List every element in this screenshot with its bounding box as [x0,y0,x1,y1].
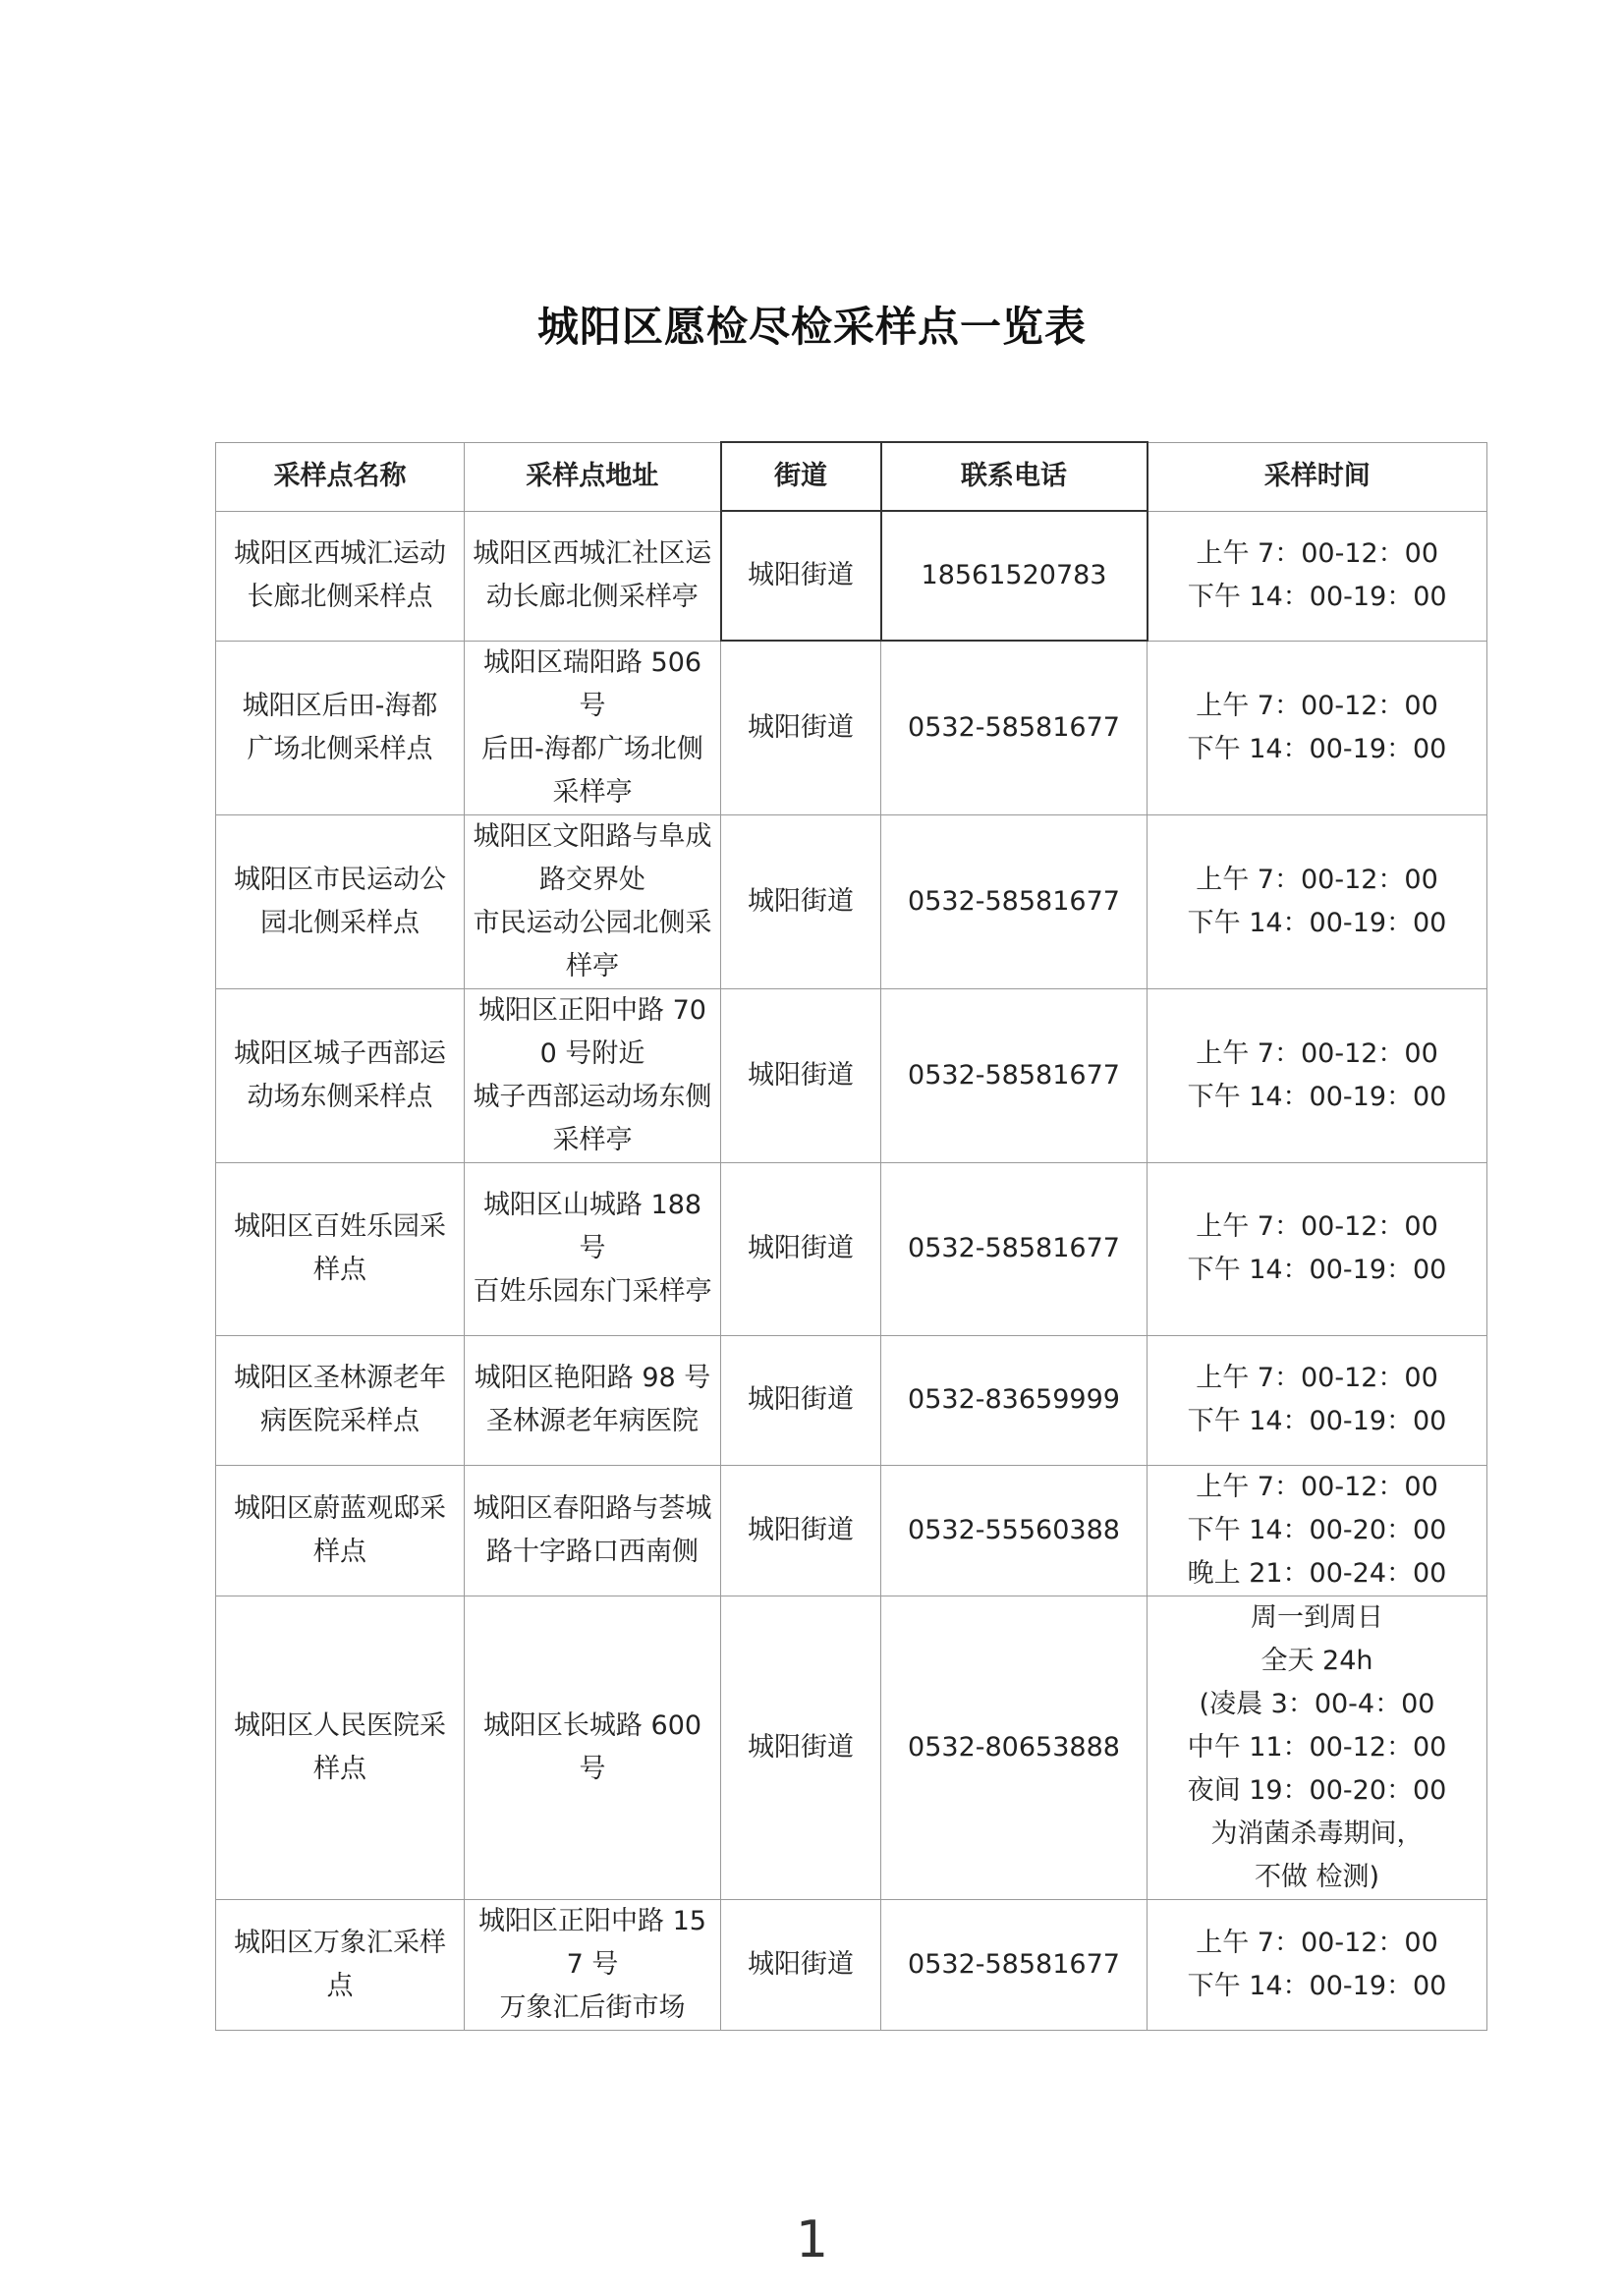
hours-cell [1148,1162,1487,1335]
site-address-line: 城子西部运动场东侧采样亭 [473,1081,712,1155]
site-name-cell: 城阳区圣林源老年病医院采样点 [216,1335,465,1465]
site-name-cell: 城阳区市民运动公园北侧采样点 [216,814,465,988]
site-name-cell: 城阳区后田-海都广场北侧采样点 [216,641,465,814]
header-site-address: 采样点地址 [465,442,721,511]
hours-line: 上午 7：00-12：00 [1196,1037,1438,1069]
site-address-line: 城阳区长城路 600 号 [482,1709,702,1784]
header-street: 街道 [721,442,881,511]
site-name-cell: 城阳区蔚蓝观邸采样点 [216,1465,465,1596]
table-row [216,511,1487,641]
street-cell: 城阳街道 [721,1596,881,1899]
site-name-cell: 城阳区城子西部运动场东侧采样点 [216,988,465,1162]
site-address-line: 城阳区正阳中路 157 号 [478,1905,706,1980]
hours-cell [1148,1596,1487,1899]
hours-line: 上午 7：00-12：00 [1196,1363,1438,1393]
site-address-cell [465,988,721,1162]
table-row [216,1596,1487,1899]
site-address-cell [465,641,721,814]
street-cell: 城阳街道 [721,1899,881,2030]
hours-line: 下午 14：00-19：00 [1187,582,1447,612]
document-title: 城阳区愿检尽检采样点一览表 [536,303,1087,351]
street-cell: 城阳街道 [721,511,881,641]
site-address-line: 城阳区瑞阳路 506 号 [482,646,702,721]
site-address-line: 城阳区山城路 188 号 [482,1190,702,1263]
phone-cell: 0532-58581677 [881,1899,1148,2030]
hours-line: 下午 14：00-19：00 [1187,907,1447,938]
hours-line: 下午 14：00-19：00 [1187,1255,1447,1285]
hours-line: 下午 14：00-19：00 [1187,1970,1447,2001]
site-address-line: 百姓乐园东门采样亭 [473,1276,712,1307]
site-address-line: 城阳区西城汇社区运动长廊北侧采样亭 [473,538,712,612]
phone-cell: 18561520783 [881,511,1148,641]
hours-line: 中午 11：00-12：00 [1187,1731,1447,1763]
hours-line: 上午 7：00-12：00 [1196,1471,1438,1502]
table-header-row [216,442,1487,511]
site-address-cell [465,1335,721,1465]
table-row [216,814,1487,988]
hours-line: 晚上 21：00-24：00 [1187,1557,1447,1589]
street-cell: 城阳街道 [721,641,881,814]
site-address-line: 城阳区春阳路与荟城路十字路口西南侧 [473,1492,712,1567]
site-address-line: 万象汇后街市场 [499,1991,686,2023]
hours-line: 不做 检测) [1254,1861,1380,1892]
hours-line: 下午 14：00-19：00 [1187,733,1447,764]
site-name-cell: 城阳区万象汇采样点 [216,1899,465,2030]
hours-cell [1148,511,1487,641]
site-address-line: 城阳区艳阳路 98 号 [474,1363,711,1393]
site-address-cell [465,1465,721,1596]
street-cell: 城阳街道 [721,988,881,1162]
street-cell: 城阳街道 [721,814,881,988]
hours-cell [1148,1335,1487,1465]
header-phone: 联系电话 [881,442,1148,511]
table-row [216,641,1487,814]
table-row [216,1335,1487,1465]
site-address-cell [465,1596,721,1899]
phone-cell: 0532-80653888 [881,1596,1148,1899]
hours-line: 下午 14：00-20：00 [1187,1514,1447,1545]
header-hours: 采样时间 [1148,442,1487,511]
table-row [216,988,1487,1162]
phone-cell: 0532-58581677 [881,1162,1148,1335]
street-cell: 城阳街道 [721,1465,881,1596]
site-address-cell [465,1899,721,2030]
hours-line: 为消菌杀毒期间， [1210,1818,1424,1849]
hours-cell [1148,1465,1487,1596]
hours-cell [1148,1899,1487,2030]
site-address-line: 市民运动公园北侧采样亭 [473,907,712,981]
street-cell: 城阳街道 [721,1162,881,1335]
site-address-line: 城阳区文阳路与阜成路交界处 [473,820,712,895]
phone-cell: 0532-58581677 [881,988,1148,1162]
phone-cell: 0532-83659999 [881,1335,1148,1465]
hours-line: 上午 7：00-12：00 [1196,864,1438,895]
phone-cell: 0532-55560388 [881,1465,1148,1596]
header-site-name: 采样点名称 [216,442,465,511]
table-row [216,1899,1487,2030]
site-address-line: 城阳区正阳中路 700 号附近 [478,994,706,1069]
hours-line: 夜间 19：00-20：00 [1187,1774,1447,1806]
hours-cell [1148,641,1487,814]
site-address-cell [465,511,721,641]
table-row [216,1465,1487,1596]
site-address-cell [465,1162,721,1335]
hours-line: 上午 7：00-12：00 [1196,538,1439,569]
hours-line: 上午 7：00-12：00 [1196,1211,1438,1242]
hours-line: 全天 24h [1260,1645,1373,1676]
hours-line: 上午 7：00-12：00 [1196,690,1438,721]
hours-line: 下午 14：00-19：00 [1187,1081,1447,1112]
page-number: 1 [795,2211,829,2269]
site-address-line: 圣林源老年病医院 [486,1406,699,1436]
street-cell: 城阳街道 [721,1335,881,1465]
phone-cell: 0532-58581677 [881,814,1148,988]
hours-cell [1148,988,1487,1162]
hours-line: 上午 7：00-12：00 [1196,1927,1438,1958]
hours-line: 周一到周日 [1251,1601,1383,1633]
table-row [216,1162,1487,1335]
site-name-cell: 城阳区百姓乐园采样点 [216,1162,465,1335]
site-address-line: 后田-海都广场北侧采样亭 [481,733,703,808]
hours-cell [1148,814,1487,988]
site-name-cell: 城阳区西城汇运动长廊北侧采样点 [216,511,465,641]
hours-line: 下午 14：00-19：00 [1187,1406,1447,1436]
hours-line: (凌晨 3：00-4：00 [1199,1688,1435,1719]
sampling-sites-table [215,441,1487,2031]
site-address-cell [465,814,721,988]
phone-cell: 0532-58581677 [881,641,1148,814]
site-name-cell: 城阳区人民医院采样点 [216,1596,465,1899]
